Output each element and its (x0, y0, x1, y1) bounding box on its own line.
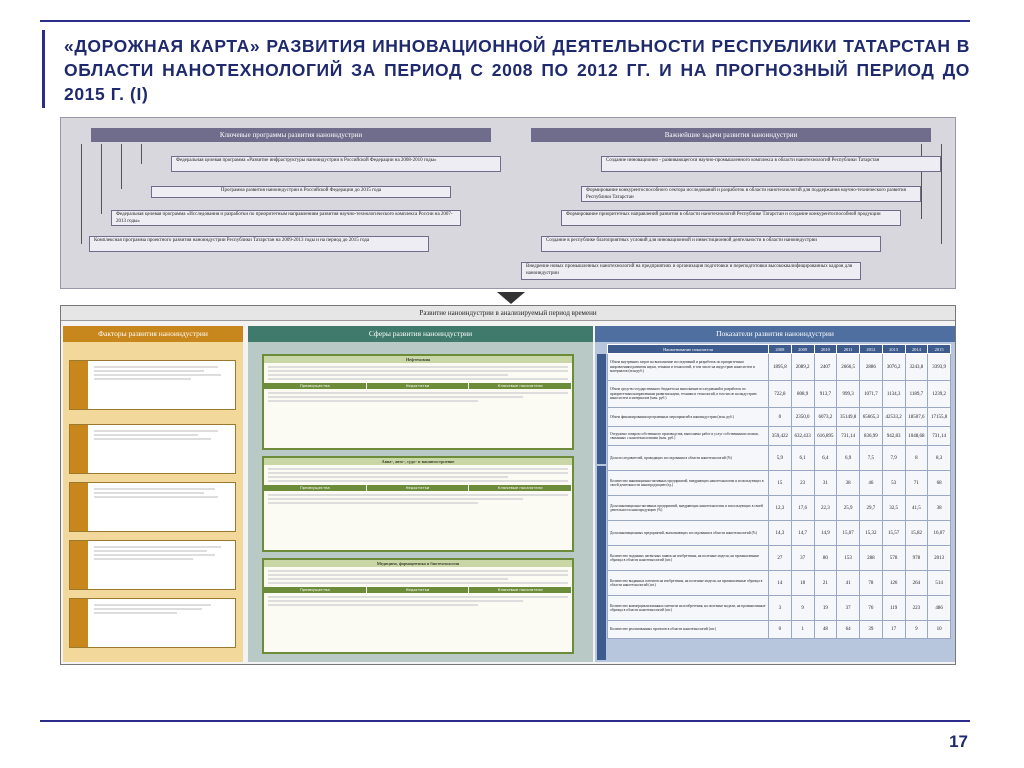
table-row (608, 496, 951, 521)
indicator-name: Доля исследователей, проводящих исследования в области нанотехнологий (%) (608, 446, 769, 471)
development-panel (60, 305, 956, 665)
sphere-name: Нефтехимия (264, 356, 572, 363)
sphere-key-indicators: Ключевые показатели (469, 383, 571, 389)
indicator-value: 6,9 (837, 446, 860, 471)
indicators-table-body (608, 354, 951, 639)
indicator-value: 18507,6 (905, 408, 928, 427)
indicator-value: 15 (769, 471, 792, 496)
indicator-value: 15,32 (860, 521, 883, 546)
indicator-value: 21 (814, 571, 837, 596)
task-item: Создание в республике благоприятных условий для инновационной и инвестиционной деятельности в области наноиндустрии (541, 236, 881, 252)
indicator-value: 8 (905, 446, 928, 471)
program-item: Федеральная целевая программа «Развитие инфраструктуры наноиндустрии в Российской Федерации на 2008-2010 годы» (171, 156, 501, 172)
indicator-value: 913,7 (814, 381, 837, 408)
table-row (608, 571, 951, 596)
indicator-value: 0 (769, 621, 792, 639)
indicator-value: 999,3 (837, 381, 860, 408)
table-row (608, 381, 951, 408)
indicator-value: 53 (882, 471, 905, 496)
indicator-value: 29,7 (860, 496, 883, 521)
indicator-name: Объем финансирования программных мероприятий в наноиндустрии (млн. руб.) (608, 408, 769, 427)
table-row (608, 408, 951, 427)
sphere-disadvantages: Недостатки (367, 485, 469, 491)
spheres-column (248, 342, 593, 662)
table-row (608, 596, 951, 621)
indicator-value: 514 (928, 571, 951, 596)
sphere-disadvantages: Недостатки (367, 587, 469, 593)
indicator-value: 14,7 (791, 521, 814, 546)
table-row (608, 471, 951, 496)
indicator-group-bar (597, 466, 606, 660)
tasks-header: Важнейшие задачи развития наноиндустрии (531, 128, 931, 142)
indicator-value: 2013 (928, 546, 951, 571)
task-item: Внедрение новых промышленных нанотехнологий на предприятиях и организация подготовки и переподготовки высококвалифицированных кадров для наноиндустрии (521, 262, 861, 280)
indicator-name: Объем средств государственного бюджета на выполнение исследований и разработок по приоритетным направлениям развития науки, техники и технологий, в том числе на индустрию наносистем и материалов (млн. руб.) (608, 381, 769, 408)
sphere-advantages: Преимущества (264, 587, 366, 593)
indicator-value: 119 (882, 596, 905, 621)
indicator-value: 731,14 (928, 427, 951, 446)
indicator-value: 65665,3 (860, 408, 883, 427)
indicator-value: 1 (791, 621, 814, 639)
indicator-value: 359,422 (769, 427, 792, 446)
indicator-value: 1048,68 (905, 427, 928, 446)
indicator-value: 3243,8 (905, 354, 928, 381)
task-item: Формирование конкурентоспособного сектора исследований и разработок в области нанотехнологий для поддержания научно-технического развития Республики Татарстан (581, 186, 921, 202)
connector-line (121, 144, 122, 189)
top-divider (40, 20, 970, 22)
table-row (608, 427, 951, 446)
indicator-value: 78 (860, 571, 883, 596)
indicator-value: 632,433 (791, 427, 814, 446)
indicator-name: Количество реализованных проектов в области нанотехнологий (шт.) (608, 621, 769, 639)
bottom-divider (40, 720, 970, 722)
indicator-value: 16,07 (928, 521, 951, 546)
table-header-cell: 2011 (837, 345, 860, 354)
programs-tasks-panel (60, 117, 956, 289)
sphere-advantages: Преимущества (264, 383, 366, 389)
indicator-value: 288 (860, 546, 883, 571)
indicator-value: 15,57 (882, 521, 905, 546)
indicator-value: 14,9 (814, 521, 837, 546)
sphere-advantages: Преимущества (264, 485, 366, 491)
factor-block (69, 540, 236, 590)
factor-block (69, 424, 236, 474)
indicator-group-bar (597, 354, 606, 464)
indicator-value: 71 (905, 471, 928, 496)
factor-block (69, 360, 236, 410)
indicator-value: 264 (905, 571, 928, 596)
sphere-name: Медицина, фармацевтика и биотехнологии (264, 560, 572, 567)
indicator-value: 14,3 (769, 521, 792, 546)
indicator-value: 64 (837, 621, 860, 639)
sphere-details (264, 491, 572, 507)
indicator-value: 153 (837, 546, 860, 571)
sphere-disadvantages: Недостатки (367, 383, 469, 389)
indicator-value: 12,3 (769, 496, 792, 521)
sphere-text (264, 465, 572, 485)
indicators-table (607, 344, 951, 639)
slide-title: «ДОРОЖНАЯ КАРТА» РАЗВИТИЯ ИННОВАЦИОННОЙ ДЕЯТЕЛЬНОСТИ РЕСПУБЛИКИ ТАТАРСТАН В ОБЛАСТИ НАНОТЕХНОЛОГИЙ ЗА ПЕРИОД С 2008 ПО 2012 ГГ. И НА ПРОГНОЗНЫЙ ПЕРИОД ДО 2015 Г. (I) (64, 36, 970, 104)
indicator-value: 1895,8 (769, 354, 792, 381)
indicator-value: 3 (769, 596, 792, 621)
indicator-value: 41,5 (905, 496, 928, 521)
indicator-value: 6073,2 (814, 408, 837, 427)
indicator-value: 8,3 (928, 446, 951, 471)
program-item: Комплексная программа проектного развития наноиндустрии Республики Татарстан на 2009-2013 годы и на период до 2015 года (89, 236, 429, 252)
factor-label (70, 483, 88, 531)
sphere-text (264, 567, 572, 587)
table-header-cell: 2013 (882, 345, 905, 354)
indicator-value: 76 (860, 596, 883, 621)
indicator-value: 9 (791, 596, 814, 621)
table-row (608, 446, 951, 471)
indicator-value: 42533,2 (882, 408, 905, 427)
indicator-value: 2666,5 (837, 354, 860, 381)
indicator-name: Количество выданных патентов на изобретения, на полезные модели, на промышленные образцы в области нанотехнологий (шт.) (608, 571, 769, 596)
indicator-value: 46 (860, 471, 883, 496)
program-item: Программа развития наноиндустрии в Российской Федерации до 2015 года (151, 186, 451, 198)
indicator-value: 578 (882, 546, 905, 571)
indicator-value: 2350,0 (791, 408, 814, 427)
sphere-key-indicators: Ключевые показатели (469, 587, 571, 593)
indicator-value: 5,9 (769, 446, 792, 471)
connector-line (941, 144, 942, 244)
flow-arrow-icon (497, 292, 525, 304)
indicator-value: 2886 (860, 354, 883, 381)
factor-text (94, 428, 232, 442)
task-item: Формирование приоритетных направлений развития в области нанотехнологий Республике Татарстан и создание конкурентоспособной продукции (561, 210, 901, 226)
indicator-value: 223 (905, 596, 928, 621)
table-header-cell: 2008 (769, 345, 792, 354)
indicator-value: 7,5 (860, 446, 883, 471)
factor-block (69, 598, 236, 648)
indicator-value: 6,1 (791, 446, 814, 471)
sphere-text (264, 363, 572, 383)
indicator-value: 942,83 (882, 427, 905, 446)
sphere-name: Авиа-, авто-, судо- и машиностроение (264, 458, 572, 465)
table-header-cell: 2009 (791, 345, 814, 354)
table-header-cell: 2015 (928, 345, 951, 354)
table-row (608, 354, 951, 381)
indicator-value: 48 (814, 621, 837, 639)
connector-line (101, 144, 102, 214)
indicator-value: 722,8 (769, 381, 792, 408)
development-title: Развитие наноиндустрии в анализируемый период времени (61, 306, 955, 321)
sphere-block (262, 456, 574, 552)
spheres-header: Сферы развития наноиндустрии (248, 326, 593, 342)
indicator-value: 1134,3 (882, 381, 905, 408)
indicator-value: 37 (791, 546, 814, 571)
table-header-row (608, 345, 951, 354)
sphere-subheaders (264, 587, 572, 593)
indicators-column (595, 342, 955, 662)
page-number: 17 (949, 732, 968, 751)
sphere-subheaders (264, 485, 572, 491)
indicator-value: 31 (814, 471, 837, 496)
indicator-value: 486 (928, 596, 951, 621)
indicator-value: 22,3 (814, 496, 837, 521)
factors-column (63, 342, 243, 662)
indicator-value: 39 (860, 621, 883, 639)
indicator-value: 2407 (814, 354, 837, 381)
indicator-name: Отгружено товаров собственного производства, выполнено работ и услуг собственными силами, связанных с нанотехнологиями (млн. руб.) (608, 427, 769, 446)
indicator-name: Доля инновационно-активных предприятий, внедряющих нанотехнологии и использующих в своей деятельности нанопродукцию (%) (608, 496, 769, 521)
indicator-value: 15,82 (905, 521, 928, 546)
table-header-cell: Наименование показателя (608, 345, 769, 354)
factor-text (94, 364, 232, 382)
connector-line (141, 144, 142, 164)
indicator-value: 38 (928, 496, 951, 521)
sphere-details (264, 389, 572, 405)
indicator-value: 17,6 (791, 496, 814, 521)
indicator-value: 41 (837, 571, 860, 596)
indicator-value: 19 (814, 596, 837, 621)
factor-label (70, 425, 88, 473)
indicator-value: 1189,7 (905, 381, 928, 408)
program-item: Федеральная целевая программа «Исследования и разработки по приоритетным направлениям развития научно-технологического комплекса России на 2007-2013 годы» (111, 210, 461, 226)
table-header-cell: 2012 (860, 345, 883, 354)
title-accent-bar (42, 30, 45, 108)
table-row (608, 521, 951, 546)
indicator-value: 27 (769, 546, 792, 571)
indicators-header: Показатели развития наноиндустрии (595, 326, 955, 342)
sphere-block (262, 558, 574, 654)
indicator-value: 9 (905, 621, 928, 639)
connector-line (81, 144, 82, 244)
indicator-value: 2089,2 (791, 354, 814, 381)
indicator-value: 3393,9 (928, 354, 951, 381)
indicator-value: 616,895 (814, 427, 837, 446)
factors-header: Факторы развития наноиндустрии (63, 326, 243, 342)
sphere-details (264, 593, 572, 609)
indicator-value: 18 (791, 571, 814, 596)
indicator-value: 7,9 (882, 446, 905, 471)
table-header-cell: 2014 (905, 345, 928, 354)
indicator-value: 6,4 (814, 446, 837, 471)
indicator-value: 731,14 (837, 427, 860, 446)
indicator-value: 35149,8 (837, 408, 860, 427)
indicator-value: 10 (928, 621, 951, 639)
factor-block (69, 482, 236, 532)
table-header-cell: 2010 (814, 345, 837, 354)
indicator-value: 37 (837, 596, 860, 621)
indicator-value: 126 (882, 571, 905, 596)
indicator-name: Объем внутренних затрат на выполнение исследований и разработок по приоритетным направлениям развития науки, техники и технологий, в том числе на индустрию наносистем и материалов (млн руб.) (608, 354, 769, 381)
sphere-key-indicators: Ключевые показатели (469, 485, 571, 491)
sphere-subheaders (264, 383, 572, 389)
indicator-value: 978 (905, 546, 928, 571)
indicator-value: 808,9 (791, 381, 814, 408)
indicator-value: 3076,2 (882, 354, 905, 381)
factor-label (70, 599, 88, 647)
factor-text (94, 544, 232, 562)
indicator-value: 32,5 (882, 496, 905, 521)
indicator-value: 1239,2 (928, 381, 951, 408)
indicator-value: 23 (791, 471, 814, 496)
factor-text (94, 602, 232, 616)
table-row (608, 621, 951, 639)
indicator-value: 68 (928, 471, 951, 496)
factor-label (70, 541, 88, 589)
factor-text (94, 486, 232, 500)
indicator-value: 80 (814, 546, 837, 571)
indicator-value: 17 (882, 621, 905, 639)
task-item: Создание инновационно - развивающегося научно-промышленного комплекса в области нанотехнологий Республики Татарстан (601, 156, 941, 172)
indicator-name: Доля инновационных предприятий, выполняющих исследования в области нанотехнологий (%) (608, 521, 769, 546)
indicator-value: 836,99 (860, 427, 883, 446)
indicator-name: Количество коммерциализованных патентов на изобретения, на полезные модели, на промышленные образцы в области нанотехнологий (шт.) (608, 596, 769, 621)
indicator-value: 17155,8 (928, 408, 951, 427)
sphere-block (262, 354, 574, 450)
indicator-value: 14 (769, 571, 792, 596)
programs-header: Ключевые программы развития наноиндустрии (91, 128, 491, 142)
indicator-value: 38 (837, 471, 860, 496)
indicator-value: 0 (769, 408, 792, 427)
indicator-name: Количество инновационно-активных предприятий, внедряющих нанотехнологии и использующих в своей деятельности нанопродукцию (ед.) (608, 471, 769, 496)
indicator-value: 15,07 (837, 521, 860, 546)
indicator-name: Количество поданных патентных заявок на изобретения, на полезные модели, на промышленные образцы в области нанотехнологий (шт.) (608, 546, 769, 571)
indicator-value: 25,9 (837, 496, 860, 521)
table-row (608, 546, 951, 571)
factor-label (70, 361, 88, 409)
indicator-value: 1071,7 (860, 381, 883, 408)
